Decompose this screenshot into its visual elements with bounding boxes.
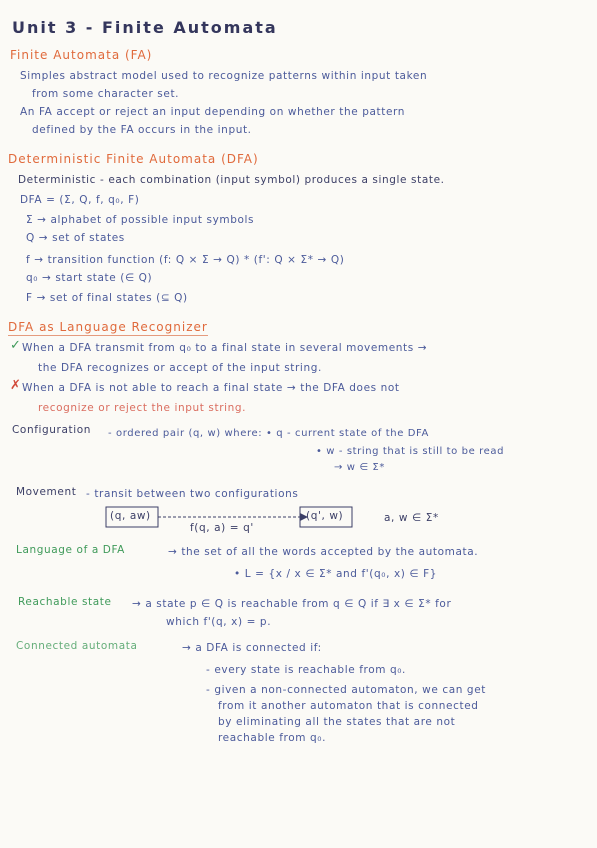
page-title: Unit 3 - Finite Automata: [12, 18, 278, 37]
accept-line-2: the DFA recognizes or accept of the input string.: [38, 362, 322, 374]
fa-line-2: from some character set.: [32, 88, 180, 100]
reachable-label: Reachable state: [18, 596, 112, 608]
movement-right-config: (q', w): [306, 510, 344, 522]
reject-line-2: recognize or reject the input string.: [38, 402, 247, 414]
reject-line-1: When a DFA is not able to reach a final state → the DFA does not: [22, 382, 400, 394]
reachable-definition-2: which f'(q, x) = p.: [166, 616, 272, 628]
movement-left-config: (q, aw): [110, 510, 151, 522]
connected-bullet-2-line-1: - given a non-connected automaton, we can get: [206, 684, 486, 696]
dfa-definition: Deterministic - each combination (input symbol) produces a single state.: [18, 174, 445, 186]
fa-line-3: An FA accept or reject an input depending on whether the pattern: [20, 106, 406, 118]
connected-definition: → a DFA is connected if:: [182, 642, 322, 654]
configuration-definition: - ordered pair (q, w) where: • q - current state of the DFA: [108, 428, 429, 439]
dfa-states: Q → set of states: [26, 232, 125, 244]
connected-bullet-1: - every state is reachable from q₀.: [206, 664, 406, 676]
connected-bullet-2-line-2: from it another automaton that is connected: [218, 700, 479, 712]
check-mark-icon: ✓: [10, 338, 21, 353]
accept-line-1: When a DFA transmit from q₀ to a final state in several movements →: [22, 342, 428, 354]
dfa-sigma: Σ → alphabet of possible input symbols: [26, 214, 255, 226]
movement-condition: a, w ∈ Σ*: [384, 512, 439, 524]
movement-label: Movement: [16, 486, 77, 498]
connected-label: Connected automata: [16, 640, 138, 652]
configuration-w-line-1: • w - string that is still to be read: [316, 446, 505, 457]
language-definition: → the set of all the words accepted by the automata.: [168, 546, 479, 558]
movement-arrow-label: f(q, a) = q': [190, 522, 254, 534]
fa-line-1: Simples abstract model used to recognize patterns within input taken: [20, 70, 428, 82]
dfa-heading: Deterministic Finite Automata (DFA): [8, 152, 259, 166]
language-formula: • L = {x / x ∈ Σ* and f'(q₀, x) ∈ F}: [234, 568, 437, 580]
fa-heading: Finite Automata (FA): [10, 48, 153, 62]
fa-line-4: defined by the FA occurs in the input.: [32, 124, 252, 136]
language-label: Language of a DFA: [16, 544, 125, 556]
configuration-label: Configuration: [12, 424, 92, 436]
connected-bullet-2-line-3: by eliminating all the states that are not: [218, 716, 456, 728]
reachable-definition: → a state p ∈ Q is reachable from q ∈ Q if ∃ x ∈ Σ* for: [132, 598, 452, 610]
cross-mark-icon: ✗: [10, 378, 21, 393]
recognizer-heading: DFA as Language Recognizer: [8, 320, 208, 334]
movement-definition: - transit between two configurations: [86, 488, 299, 500]
dfa-final-states: F → set of final states (⊆ Q): [26, 292, 188, 304]
connected-bullet-2-line-4: reachable from q₀.: [218, 732, 327, 744]
dfa-tuple: DFA = (Σ, Q, f, q₀, F): [20, 194, 140, 206]
dfa-start-state: q₀ → start state (∈ Q): [26, 272, 153, 284]
dfa-transition: f → transition function (f: Q × Σ → Q) * (f': Q × Σ* → Q): [26, 254, 345, 266]
configuration-w-line-2: → w ∈ Σ*: [334, 462, 385, 473]
